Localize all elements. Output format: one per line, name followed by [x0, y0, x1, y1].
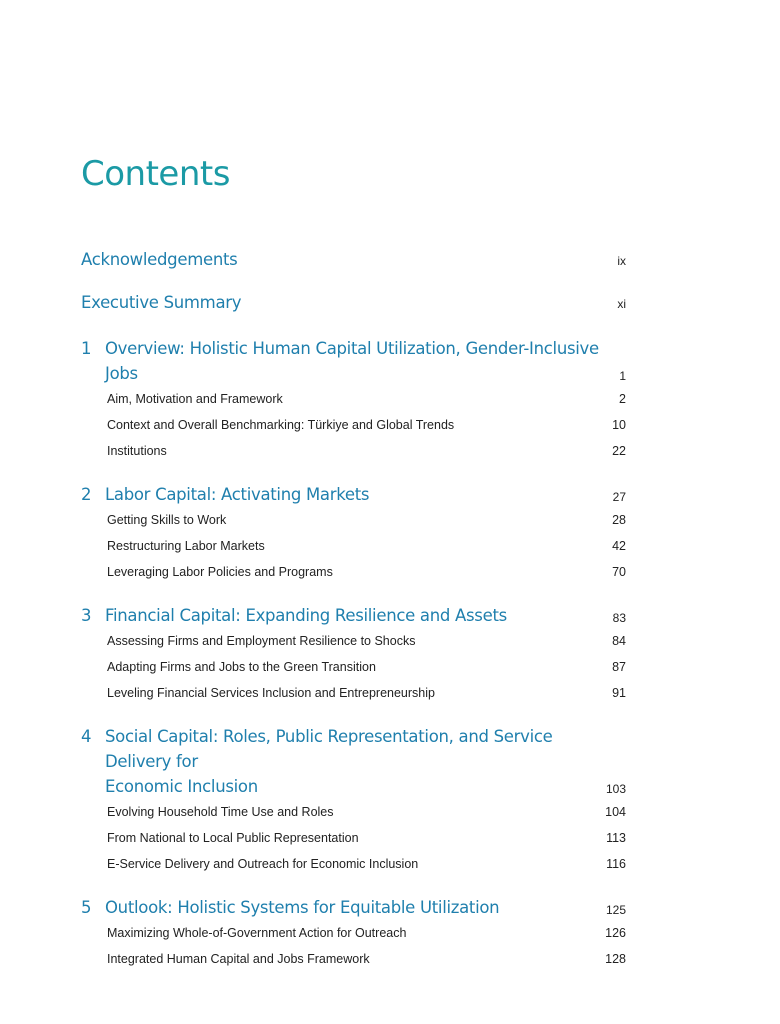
chapter-heading[interactable]	[81, 724, 626, 799]
section-page-number: 2	[619, 392, 626, 406]
chapter-page-number: 83	[612, 611, 626, 625]
section-label: Aim, Motivation and Framework	[107, 392, 283, 406]
section-label: Leveling Financial Services Inclusion and Entrepreneurship	[107, 686, 435, 700]
section-page-number: 87	[612, 660, 626, 674]
chapter-heading[interactable]	[81, 603, 626, 628]
chapter-list	[81, 336, 626, 978]
chapter-title-line: Social Capital: Roles, Public Representation, and Service Delivery for	[105, 727, 553, 771]
section-page-number: 84	[612, 634, 626, 648]
chapter-block	[81, 336, 626, 470]
toc-page-number: ix	[617, 254, 626, 268]
chapter-title-line: Labor Capital: Activating Markets	[105, 485, 370, 504]
chapter-title	[105, 336, 619, 386]
section-label: Restructuring Labor Markets	[107, 539, 265, 553]
chapter-block	[81, 603, 626, 712]
chapter-heading[interactable]	[81, 336, 626, 386]
chapter-title-line: Outlook: Holistic Systems for Equitable Utilization	[105, 898, 500, 917]
section-entry[interactable]	[81, 831, 626, 857]
chapter-number: 1	[81, 339, 92, 358]
chapter-title-group	[81, 895, 499, 920]
section-entry[interactable]	[81, 926, 626, 952]
chapter-block	[81, 895, 626, 978]
section-entry[interactable]	[81, 418, 626, 444]
toc-entry[interactable]	[81, 250, 626, 293]
section-page-number: 22	[612, 444, 626, 458]
chapter-page-number: 103	[605, 782, 626, 796]
toc-entry[interactable]	[81, 293, 626, 336]
section-label: Leveraging Labor Policies and Programs	[107, 565, 333, 579]
chapter-title-line: Financial Capital: Expanding Resilience and Assets	[105, 606, 507, 625]
chapter-number: 3	[81, 606, 92, 625]
section-page-number: 91	[612, 686, 626, 700]
section-entry[interactable]	[81, 565, 626, 591]
chapter-title	[105, 603, 507, 628]
chapter-title-group	[81, 336, 619, 386]
section-label: Institutions	[107, 444, 167, 458]
section-page-number: 113	[606, 831, 626, 845]
chapter-number: 4	[81, 727, 92, 746]
chapter-number: 2	[81, 485, 92, 504]
chapter-title-line: Overview: Holistic Human Capital Utilization, Gender-Inclusive Jobs	[105, 339, 599, 383]
chapter-title-group	[81, 724, 606, 799]
section-page-number: 42	[612, 539, 626, 553]
section-label: Integrated Human Capital and Jobs Framework	[107, 952, 370, 966]
chapter-page-number: 1	[619, 369, 626, 383]
section-page-number: 70	[612, 565, 626, 579]
section-page-number: 116	[606, 857, 626, 871]
page-title: Contents	[81, 154, 230, 194]
section-entry[interactable]	[81, 634, 626, 660]
chapter-number: 5	[81, 898, 92, 917]
section-entry[interactable]	[81, 805, 626, 831]
section-page-number: 128	[605, 952, 626, 966]
chapter-title-group	[81, 482, 369, 507]
section-label: Assessing Firms and Employment Resilience to Shocks	[107, 634, 416, 648]
section-entry[interactable]	[81, 539, 626, 565]
section-entry[interactable]	[81, 952, 626, 978]
section-label: Context and Overall Benchmarking: Türkiye and Global Trends	[107, 418, 455, 432]
front-matter	[81, 250, 626, 336]
toc-entry-label: Executive Summary	[81, 293, 242, 312]
chapter-title	[105, 724, 606, 799]
toc-page-number: xi	[617, 297, 626, 311]
section-label: From National to Local Public Representation	[107, 831, 359, 845]
section-entry[interactable]	[81, 660, 626, 686]
section-entry[interactable]	[81, 444, 626, 470]
section-label: Adapting Firms and Jobs to the Green Transition	[107, 660, 376, 674]
chapter-title-group	[81, 603, 507, 628]
table-of-contents	[81, 250, 626, 978]
chapter-block	[81, 482, 626, 591]
chapter-page-number: 125	[605, 903, 626, 917]
section-label: Maximizing Whole-of-Government Action for Outreach	[107, 926, 407, 940]
section-page-number: 126	[605, 926, 626, 940]
chapter-heading[interactable]	[81, 482, 626, 507]
chapter-title-line: Economic Inclusion	[105, 777, 258, 796]
chapter-block	[81, 724, 626, 883]
section-label: Getting Skills to Work	[107, 513, 227, 527]
section-entry[interactable]	[81, 392, 626, 418]
section-entry[interactable]	[81, 857, 626, 883]
chapter-page-number: 27	[612, 490, 626, 504]
chapter-heading[interactable]	[81, 895, 626, 920]
section-entry[interactable]	[81, 513, 626, 539]
section-page-number: 10	[612, 418, 626, 432]
section-page-number: 104	[605, 805, 626, 819]
chapter-title	[105, 482, 369, 507]
section-entry[interactable]	[81, 686, 626, 712]
section-label: Evolving Household Time Use and Roles	[107, 805, 334, 819]
section-label: E-Service Delivery and Outreach for Economic Inclusion	[107, 857, 419, 871]
section-page-number: 28	[612, 513, 626, 527]
chapter-title	[105, 895, 499, 920]
toc-entry-label: Acknowledgements	[81, 250, 238, 269]
